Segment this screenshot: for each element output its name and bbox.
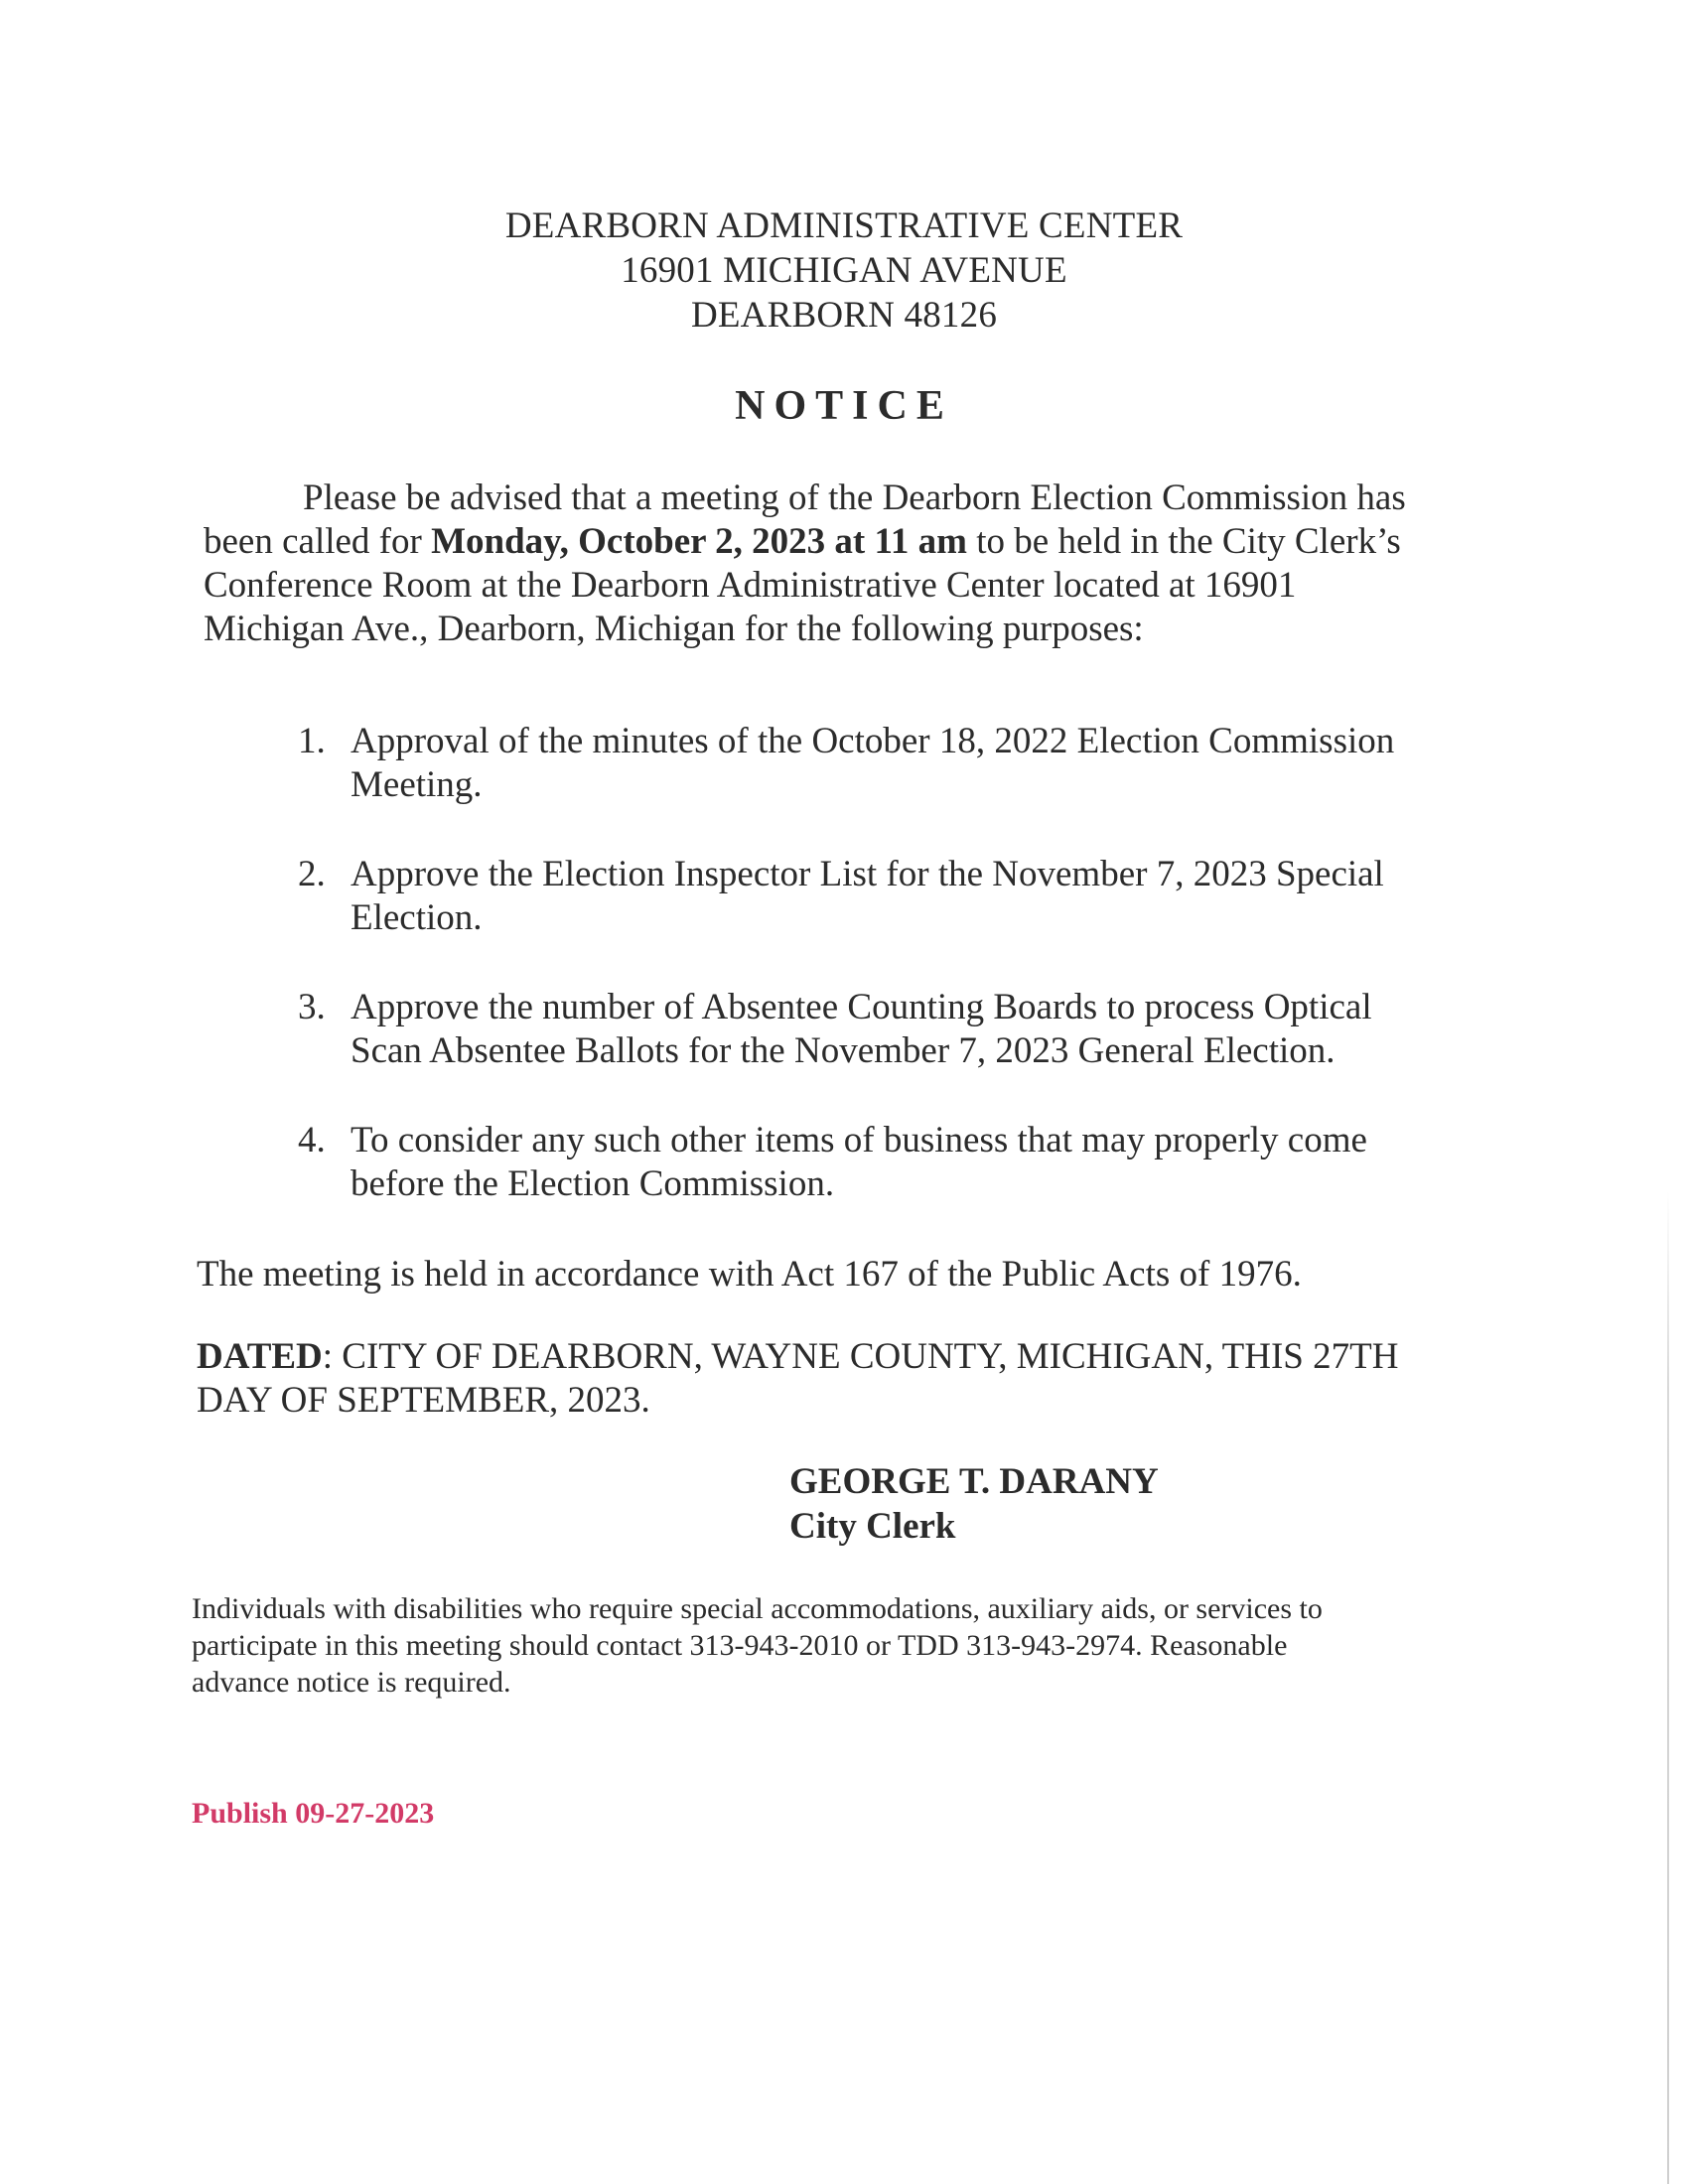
list-item-line-1: Approval of the minutes of the October 18, 2022 Election Commission (351, 721, 1395, 761)
intro-line-1: Please be advised that a meeting of the Dearborn Election Commission has (303, 478, 1406, 518)
address-header (0, 204, 1688, 338)
list-item-number: 3. (298, 987, 326, 1027)
list-item-number: 1. (298, 721, 326, 761)
intro-line-2 (204, 520, 1489, 564)
scan-edge-line (1667, 1191, 1669, 2184)
list-item-line-2: Scan Absentee Ballots for the November 7, 2023 General Election. (351, 1030, 1336, 1071)
notice-title: NOTICE (735, 383, 953, 429)
list-item-line-2: before the Election Commission. (351, 1163, 835, 1204)
list-item-line-2: Election. (351, 897, 483, 938)
list-item-number: 2. (298, 854, 326, 894)
publish-date: Publish 09-27-2023 (192, 1797, 435, 1830)
accessibility-line-2: participate in this meeting should contact 313-943-2010 or TDD 313-943-2974. Reasonable (192, 1629, 1288, 1662)
intro-line-2-suffix: to be held in the City Clerk’s (967, 521, 1401, 562)
signer-name: GEORGE T. DARANY (789, 1461, 1159, 1502)
header-line-1: DEARBORN ADMINISTRATIVE CENTER (504, 205, 1184, 246)
intro-line-4: Michigan Ave., Dearborn, Michigan for the following purposes: (204, 609, 1144, 649)
dated-line-2: DAY OF SEPTEMBER, 2023. (197, 1380, 650, 1421)
dated-line-1 (197, 1335, 1398, 1379)
list-item (298, 720, 1489, 807)
list-item-line-1: To consider any such other items of business that may properly come (351, 1120, 1367, 1160)
dated-statement (197, 1335, 1398, 1423)
list-item-line-2: Meeting. (351, 764, 483, 805)
accessibility-line-3: advance notice is required. (192, 1666, 511, 1699)
header-line-3: DEARBORN 48126 (690, 295, 998, 336)
list-item (298, 986, 1489, 1073)
accessibility-line-1: Individuals with disabilities who require special accommodations, auxiliary aids, or services to (192, 1592, 1323, 1625)
list-item-number: 4. (298, 1120, 326, 1160)
list-item-line-1: Approve the number of Absentee Counting Boards to process Optical (351, 987, 1372, 1027)
meeting-datetime: Monday, October 2, 2023 at 11 am (431, 521, 967, 562)
purposes-list (298, 720, 1489, 1252)
dated-label: DATED (197, 1336, 323, 1377)
act-statement: The meeting is held in accordance with Act 167 of the Public Acts of 1976. (197, 1254, 1302, 1295)
list-item (298, 853, 1489, 940)
signer-title: City Clerk (789, 1506, 956, 1547)
intro-paragraph (204, 477, 1489, 651)
list-item-line-1: Approve the Election Inspector List for the November 7, 2023 Special (351, 854, 1384, 894)
header-line-2: 16901 MICHIGAN AVENUE (621, 250, 1067, 291)
intro-line-3: Conference Room at the Dearborn Administrative Center located at 16901 (204, 565, 1297, 606)
intro-line-2-prefix: been called for (204, 521, 432, 562)
list-item (298, 1119, 1489, 1206)
dated-line-1-text: : CITY OF DEARBORN, WAYNE COUNTY, MICHIGAN, THIS 27TH (322, 1336, 1399, 1377)
signature-block (789, 1459, 1159, 1549)
accessibility-notice (192, 1590, 1323, 1701)
